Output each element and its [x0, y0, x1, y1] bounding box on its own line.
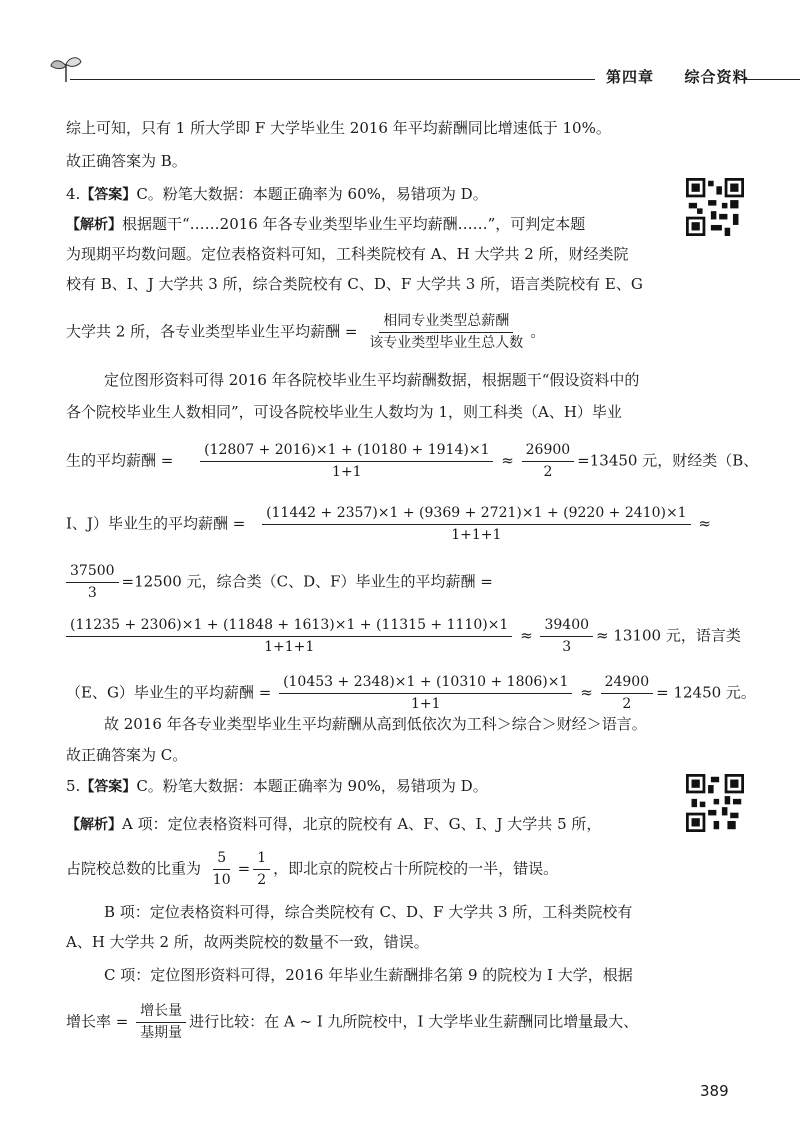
numerator: 1 [253, 850, 270, 870]
section-title: 综合资料 [684, 68, 749, 86]
fraction [136, 1003, 186, 1042]
formula-line [66, 674, 756, 713]
numerator: 增长量 [136, 1003, 186, 1023]
numerator: (11235 + 2306)×1 + (11848 + 1613)×1 + (11315 + 1110)×1 [66, 617, 512, 637]
text-segment: ≈ [698, 514, 711, 533]
formula-line [66, 563, 493, 602]
chapter-number: 第四章 [606, 68, 655, 86]
numerator: 相同专业类型总薪酬 [379, 313, 513, 333]
text-line: 综上可知，只有 1 所大学即 F 大学毕业生 2016 年平均薪酬同比增速低于 10%。 [66, 119, 611, 137]
text-segment: ≈ [501, 451, 514, 470]
denominator: 基期量 [140, 1025, 183, 1041]
fraction [66, 617, 512, 656]
denominator: 2 [257, 872, 267, 888]
answer-tag: 【答案】 [80, 187, 137, 203]
analysis-tag: 【解析】 [66, 217, 122, 233]
denominator: 1+1 [332, 464, 362, 480]
text-segment: = 12450 元。 [656, 683, 756, 702]
fraction [262, 505, 691, 544]
denominator: 3 [562, 639, 572, 655]
header-rule-right [740, 79, 800, 80]
formula-line [66, 313, 545, 352]
numerator: (10453 + 2348)×1 + (10310 + 1806)×1 [279, 674, 572, 694]
formula-line [66, 505, 711, 544]
answer-tag: 【答案】 [80, 779, 137, 795]
q4-analysis-line [66, 214, 585, 235]
fraction [209, 850, 235, 889]
answer-text: C。粉笔大数据：本题正确率为 90%，易错项为 D。 [136, 777, 488, 795]
fraction [279, 674, 572, 713]
text-line: 校有 B、I、J 大学共 3 所，综合类院校有 C、D、F 大学共 3 所，语言类院校有 E、G [66, 275, 643, 293]
page-number: 389 [700, 1082, 729, 1100]
chapter-heading [606, 66, 749, 87]
fraction [522, 442, 575, 481]
denominator: 1+1+1 [451, 527, 502, 543]
text-segment: 根据题干“……2016 年各专业类型毕业生平均薪酬……”，可判定本题 [122, 215, 586, 233]
text-segment: 大学共 2 所，各专业类型毕业生平均薪酬 = [66, 322, 358, 341]
qr-code-icon[interactable] [686, 178, 744, 236]
text-line: B 项：定位表格资料可得，综合类院校有 C、D、F 大学共 3 所，工科类院校有 [104, 903, 633, 921]
text-line: 定位图形资料可得 2016 年各院校毕业生平均薪酬数据，根据题干“假设资料中的 [104, 371, 640, 389]
question-number: 5. [66, 777, 81, 795]
formula-line [66, 1003, 638, 1042]
numerator: 37500 [66, 563, 119, 583]
header-rule-left [70, 79, 595, 80]
numerator: 5 [213, 850, 230, 870]
text-line: A、H 大学共 2 所，故两类院校的数量不一致，错误。 [66, 933, 429, 951]
text-line: 故正确答案为 B。 [66, 152, 187, 170]
text-line: C 项：定位图形资料可得，2016 年毕业生薪酬排名第 9 的院校为 I 大学，根据 [104, 966, 633, 984]
text-segment: =13450 元，财经类（B、 [577, 451, 759, 470]
text-segment: ≈ [580, 683, 593, 702]
denominator: 10 [212, 872, 231, 888]
denominator: 2 [622, 696, 632, 712]
text-segment: 进行比较：在 A ~ I 九所院校中，I 大学毕业生薪酬同比增量最大、 [189, 1012, 639, 1031]
formula-line [66, 850, 558, 889]
text-segment: （E、G）毕业生的平均薪酬 = [66, 683, 272, 702]
denominator: 3 [87, 585, 97, 601]
numerator: 26900 [522, 442, 575, 462]
q5-answer-line [66, 776, 488, 797]
text-segment: 。 [530, 322, 546, 341]
fraction [601, 674, 654, 713]
denominator: 1+1+1 [264, 639, 315, 655]
q5-analysis-line [66, 814, 601, 835]
text-segment: =12500 元，综合类（C、D、F）毕业生的平均薪酬 = [121, 572, 493, 591]
formula-line [66, 617, 741, 656]
text-line: 各个院校毕业生人数相同”，可设各院校毕业生人数均为 1，则工科类（A、H）毕业 [66, 403, 622, 421]
fraction [540, 617, 593, 656]
question-number: 4. [66, 185, 81, 203]
fraction [200, 442, 493, 481]
text-line: 故正确答案为 C。 [66, 746, 188, 764]
numerator: 24900 [601, 674, 654, 694]
text-segment: 生的平均薪酬 = [66, 451, 174, 470]
text-segment: = [237, 859, 251, 878]
answer-text: C。粉笔大数据：本题正确率为 60%，易错项为 D。 [136, 185, 488, 203]
fraction [66, 563, 119, 602]
q4-answer-line [66, 184, 488, 205]
denominator: 该专业类型毕业生总人数 [369, 335, 524, 351]
numerator: (11442 + 2357)×1 + (9369 + 2721)×1 + (9220 + 2410)×1 [262, 505, 691, 525]
text-segment: 占院校总数的比重为 [66, 859, 202, 878]
fraction [365, 313, 527, 352]
text-segment: ，即北京的院校占十所院校的一半，错误。 [273, 859, 559, 878]
numerator: 39400 [540, 617, 593, 637]
numerator: (12807 + 2016)×1 + (10180 + 1914)×1 [200, 442, 493, 462]
fraction [253, 850, 270, 889]
text-line: 故 2016 年各专业类型毕业生平均薪酬从高到低依次为工科＞综合＞财经＞语言。 [104, 715, 647, 733]
denominator: 1+1 [410, 696, 441, 712]
text-segment: 增长率 = [66, 1012, 129, 1031]
denominator: 2 [543, 464, 553, 480]
text-segment: A 项：定位表格资料可得，北京的院校有 A、F、G、I、J 大学共 5 所， [122, 815, 602, 833]
text-segment: ≈ 13100 元，语言类 [596, 626, 741, 645]
text-segment: I、J）毕业生的平均薪酬 = [66, 514, 246, 533]
analysis-tag: 【解析】 [66, 817, 122, 833]
formula-line [66, 442, 758, 481]
text-line: 为现期平均数问题。定位表格资料可知，工科类院校有 A、H 大学共 2 所，财经类院 [66, 245, 629, 263]
text-segment: ≈ [520, 626, 533, 645]
qr-code-icon[interactable] [686, 774, 744, 832]
